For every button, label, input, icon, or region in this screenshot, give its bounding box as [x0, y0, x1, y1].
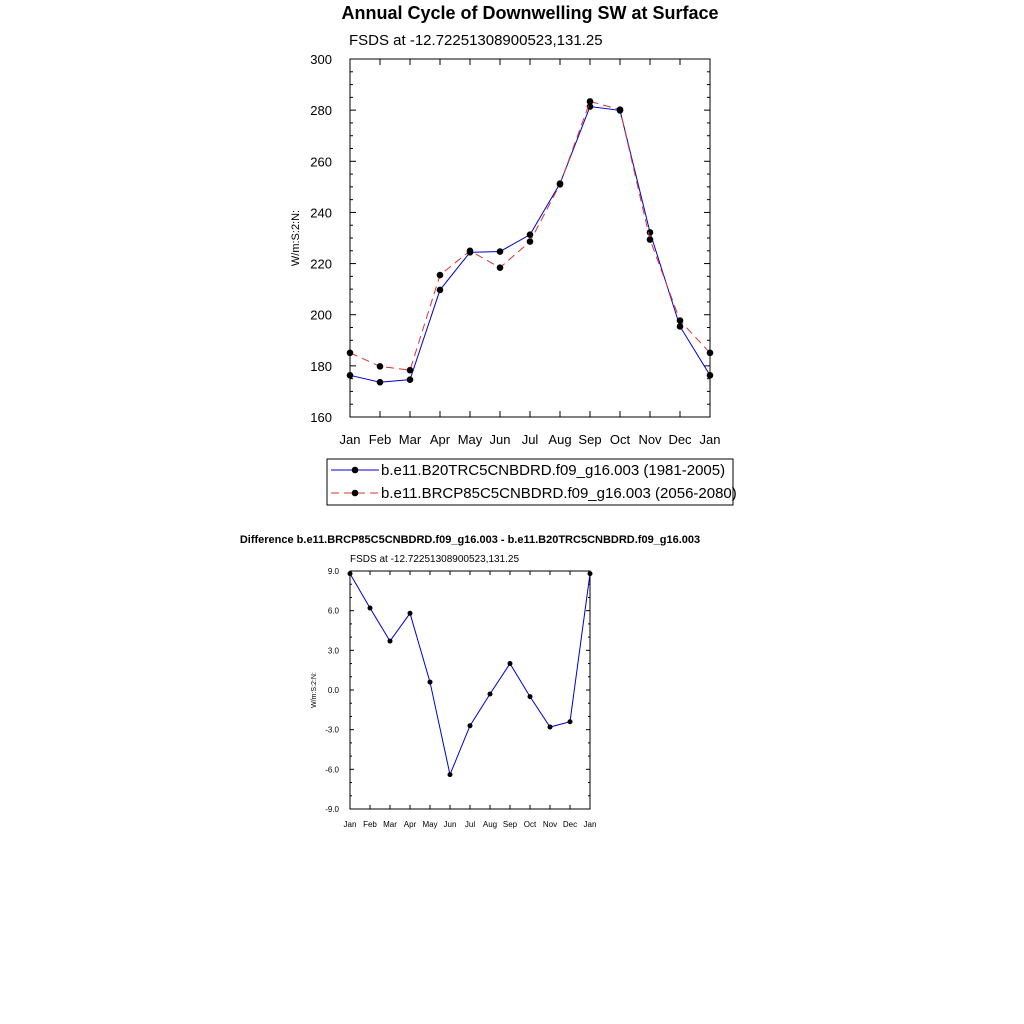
- data-point: [497, 264, 504, 271]
- y-tick-label: 6.0: [327, 606, 339, 616]
- data-point: [377, 363, 384, 370]
- x-tick-label: Jan: [583, 820, 597, 829]
- x-tick-label: Dec: [668, 432, 692, 447]
- chart1-subtitle: FSDS at -12.72251308900523,131.25: [349, 32, 603, 49]
- legend-marker: [352, 467, 359, 474]
- chart1-frame: [350, 59, 710, 417]
- data-point: [647, 229, 654, 236]
- x-tick-label: Aug: [548, 432, 572, 447]
- x-tick-label: Nov: [638, 432, 662, 447]
- x-tick-label: Nov: [542, 820, 558, 829]
- x-tick-label: Mar: [398, 432, 422, 447]
- x-tick-label: Jun: [489, 432, 511, 447]
- y-tick-label: 220: [310, 256, 332, 272]
- data-point: [437, 287, 444, 294]
- x-tick-label: Jul: [464, 820, 476, 829]
- data-point: [677, 323, 684, 330]
- data-point: [437, 272, 444, 279]
- y-tick-label: 160: [310, 410, 332, 425]
- x-tick-label: Mar: [383, 820, 397, 829]
- data-point: [707, 372, 714, 379]
- data-point: [347, 350, 354, 357]
- chart1-legend: [327, 459, 737, 505]
- data-point: [488, 691, 493, 696]
- x-tick-label: Jul: [521, 432, 539, 447]
- x-tick-label: Apr: [403, 820, 417, 829]
- chart2-subtitle: FSDS at -12.72251308900523,131.25: [350, 554, 520, 565]
- x-tick-label: Feb: [368, 432, 392, 447]
- x-tick-label: Jun: [443, 820, 457, 829]
- data-point: [497, 248, 504, 255]
- x-tick-label: Aug: [482, 820, 498, 829]
- data-point: [588, 571, 593, 576]
- y-tick-label: -3.0: [325, 725, 339, 735]
- chart2-title: Difference b.e11.BRCP85C5CNBDRD.f09_g16.003 - b.e11.B20TRC5CNBDRD.f09_g16.003: [239, 534, 701, 546]
- legend-label-2: b.e11.BRCP85C5CNBDRD.f09_g16.003 (2056-2080): [381, 485, 737, 502]
- data-point: [407, 367, 414, 374]
- data-point: [587, 98, 594, 105]
- data-point: [348, 571, 353, 576]
- data-point: [568, 719, 573, 724]
- x-tick-label: Jan: [339, 432, 361, 447]
- y-tick-label: 260: [310, 154, 332, 170]
- y-tick-label: 200: [310, 307, 332, 323]
- y-tick-label: 240: [310, 205, 332, 221]
- data-point: [528, 694, 533, 699]
- x-tick-label: Dec: [562, 820, 578, 829]
- chart2-frame: [350, 571, 590, 809]
- data-point: [548, 725, 553, 730]
- data-point: [527, 238, 534, 245]
- y-tick-label: 9.0: [327, 567, 339, 576]
- data-point: [707, 350, 714, 357]
- data-point: [368, 606, 373, 611]
- data-point: [677, 317, 684, 324]
- data-point: [448, 772, 453, 777]
- series-line-1: [350, 574, 590, 775]
- legend-label-1: b.e11.B20TRC5CNBDRD.f09_g16.003 (1981-2005): [381, 462, 726, 479]
- y-tick-label: -9.0: [325, 805, 339, 814]
- x-tick-label: Feb: [363, 820, 377, 829]
- chart1-plot-area: [310, 52, 720, 447]
- x-tick-label: Oct: [609, 432, 631, 447]
- y-tick-label: -6.0: [325, 765, 339, 775]
- data-point: [617, 106, 624, 113]
- x-tick-label: May: [457, 432, 483, 447]
- y-tick-label: 280: [310, 103, 332, 119]
- x-tick-label: Sep: [502, 820, 518, 829]
- data-point: [467, 247, 474, 254]
- data-point: [347, 372, 354, 379]
- data-point: [508, 661, 513, 666]
- data-point: [468, 723, 473, 728]
- y-tick-label: 300: [310, 52, 332, 67]
- x-tick-label: Sep: [578, 432, 602, 447]
- data-point: [557, 181, 564, 188]
- data-point: [388, 639, 393, 644]
- legend-marker: [352, 490, 359, 497]
- x-tick-label: Apr: [429, 432, 451, 447]
- y-tick-label: 0.0: [327, 686, 339, 695]
- chart2-y-axis-label: W/m:S:2:N:: [311, 672, 318, 708]
- chart1-title: Annual Cycle of Downwelling SW at Surface: [341, 3, 719, 23]
- chart2-plot-area: [325, 567, 596, 829]
- chart1-y-axis-label: W/m:S:2:N:: [290, 209, 302, 267]
- data-point: [428, 680, 433, 685]
- x-tick-label: Oct: [523, 820, 537, 829]
- x-tick-label: May: [422, 820, 438, 829]
- data-point: [408, 611, 413, 616]
- y-tick-label: 3.0: [327, 646, 339, 656]
- data-point: [407, 376, 414, 383]
- x-tick-label: Jan: [699, 432, 721, 447]
- x-tick-label: Jan: [343, 820, 357, 829]
- data-point: [377, 379, 384, 386]
- y-tick-label: 180: [310, 358, 332, 374]
- data-point: [647, 236, 654, 243]
